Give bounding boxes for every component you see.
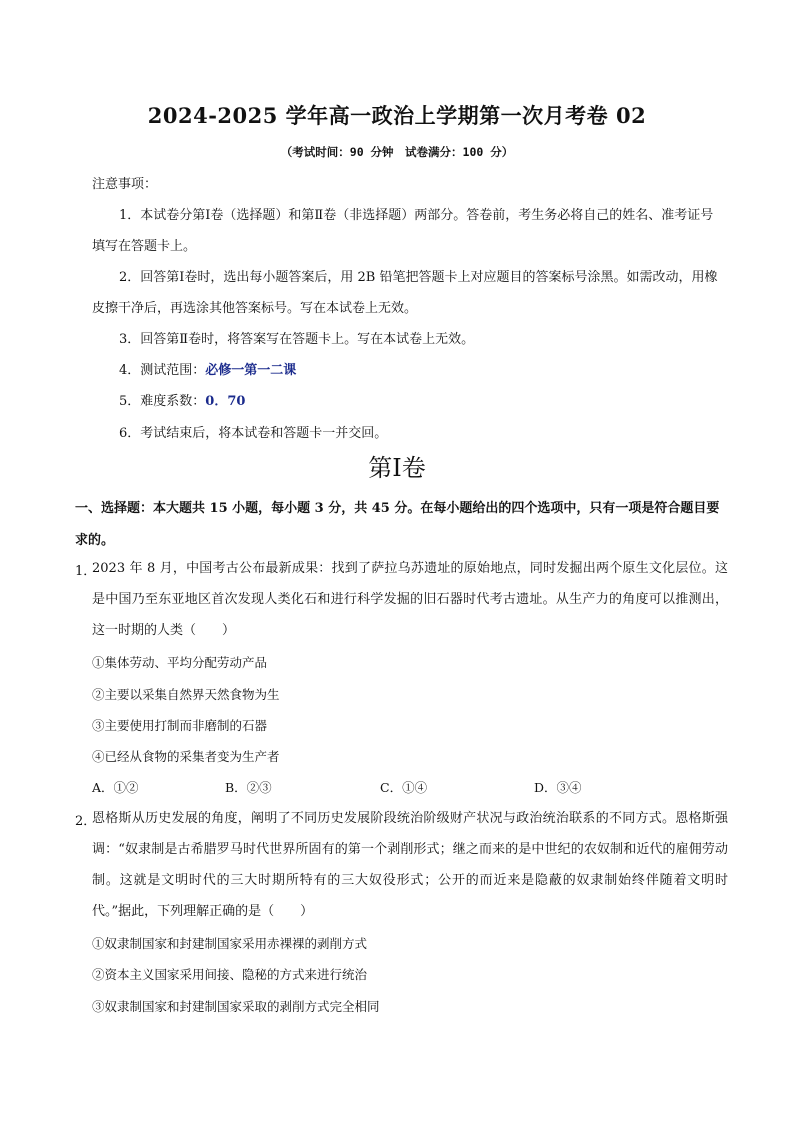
question-1-choice-a: A．①② (92, 780, 139, 795)
question-2-number: 2． (75, 814, 97, 829)
note-3: 3．回答第Ⅱ卷时，将答案写在答题卡上。写在本试卷上无效。 (119, 332, 475, 347)
note-6: 6．考试结束后，将本试卷和答题卡一并交回。 (119, 426, 388, 441)
question-2-stem: 恩格斯从历史发展的角度，阐明了不同历史发展阶段统治阶级财产状况与政治统治联系的不同方式。恩格斯强调：“奴隶制是古希腊罗马时代世界所固有的第一个剥削形式；继之而来的是中世纪的农奴制和近代的雇佣劳动制。这就是文明时代的三大时期所特有的三大奴役形式；公开的而近来是隐蔽的奴隶制始终伴随着文明时代。”据此，下列理解正确的是（ ） (92, 811, 728, 919)
question-1-option-1: ①集体劳动、平均分配劳动产品 (92, 655, 268, 670)
question-2-option-2: ②资本主义国家采用间接、隐秘的方式来进行统治 (92, 967, 368, 982)
question-1-option-2: ②主要以采集自然界天然食物为生 (92, 687, 280, 702)
notes-heading: 注意事项： (92, 177, 158, 192)
question-2-option-1: ①奴隶制国家和封建制国家采用赤裸裸的剥削方式 (92, 936, 368, 951)
exam-subtitle: （考试时间：90 分钟 试卷满分：100 分） (280, 145, 514, 159)
exam-title: 2024-2025 学年高一政治上学期第一次月考卷 02 (147, 103, 647, 128)
note-5-value: 0．70 (205, 394, 246, 409)
section-instruction: 一、选择题：本大题共 15 小题，每小题 3 分，共 45 分。在每小题给出的四个选项中，只有一项是符合题目要求的。 (75, 501, 720, 548)
question-1-choice-c: C．①④ (380, 780, 428, 795)
question-1-number: 1． (75, 564, 97, 579)
question-2-option-3: ③奴隶制国家和封建制国家采取的剥削方式完全相同 (92, 999, 380, 1014)
note-4 (92, 355, 722, 386)
question-1-option-4: ④已经从食物的采集者变为生产者 (92, 749, 280, 764)
note-4-value: 必修一第一二课 (205, 363, 297, 378)
question-1-stem: 2023 年 8 月，中国考古公布最新成果：找到了萨拉乌苏遗址的原始地点，同时发掘出两个原生文化层位。这是中国乃至东亚地区首次发现人类化石和进行科学发掘的旧石器时代考古遗址。从生产力的角度可以推测出，这一时期的人类（ ） (92, 561, 728, 638)
section-title: 第Ⅰ卷 (368, 454, 426, 482)
question-1-option-3: ③主要使用打制而非磨制的石器 (92, 718, 268, 733)
note-2: 2．回答第Ⅰ卷时，选出每小题答案后，用 2B 铅笔把答题卡上对应题目的答案标号涂黑。如需改动，用橡皮擦干净后，再选涂其他答案标号。写在本试卷上无效。 (92, 270, 718, 316)
note-5-label: 5．难度系数： (119, 394, 206, 409)
note-5 (92, 386, 722, 417)
question-1-choice-b: B．②③ (225, 780, 272, 795)
question-1-choice-d: D．③④ (534, 780, 582, 795)
note-4-label: 4．测试范围： (119, 363, 206, 378)
note-1: 1．本试卷分第Ⅰ卷（选择题）和第Ⅱ卷（非选择题）两部分。答卷前，考生务必将自己的姓名、准考证号填写在答题卡上。 (92, 208, 714, 254)
